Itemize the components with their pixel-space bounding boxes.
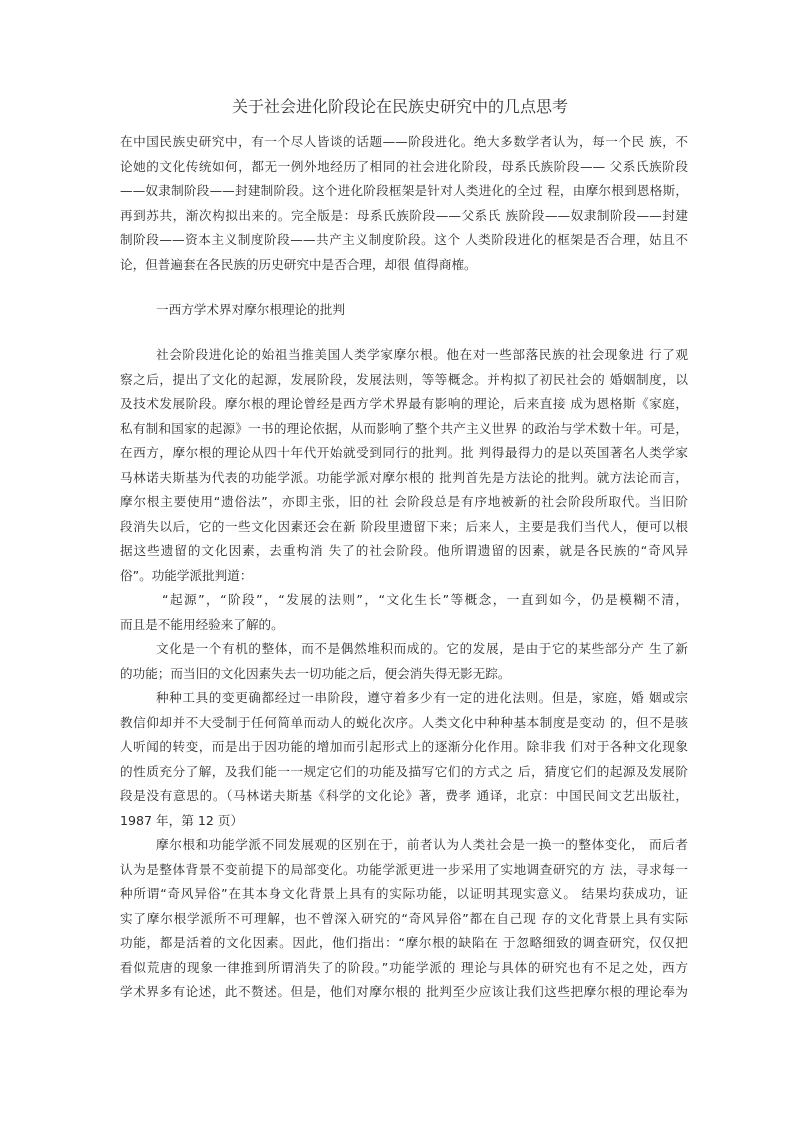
text-line: 文化是一个有机的整体，而不是偶然堆积而成的。它的发展，是由于它的某些部分产 生了新 bbox=[156, 641, 688, 656]
text-line: 的性质充分了解，及我们能一一规定它们的功能及描写它们的方式之 后，猜度它们的起源及发展阶 bbox=[120, 763, 688, 779]
section-heading: 一西方学术界对摩尔根理论的批判 bbox=[156, 302, 345, 317]
text-line: 在中国民族史研究中，有一个尽人皆谈的话题——阶段进化。绝大多数学者认为，每一个民 族，不 bbox=[120, 134, 688, 149]
text-line: 论，但普遍套在各民族的历史研究中是否合理，却很 值得商榷。 bbox=[120, 256, 477, 272]
text-line: 社会阶段进化论的始祖当推美国人类学家摩尔根。他在对一些部落民族的社会现象进 行了观 bbox=[156, 347, 688, 362]
text-line: 察之后，提出了文化的起源，发展阶段，发展法则，等等概念。并构拟了初民社会的 婚姻制度，以 bbox=[120, 371, 688, 387]
text-line: 在西方，摩尔根的理论从四十年代开始就受到同行的批判。批 判得最得力的是以英国著名人类学家 bbox=[120, 445, 688, 460]
text-line: 摩尔根和功能学派不同发展观的区别在于，前者认为人类社会是一换一的整体变化， 而后者 bbox=[156, 837, 688, 852]
text-line: 论她的文化传统如何，都无一例外地经历了相同的社会进化阶段，母系氏族阶段—— 父系氏族阶段 bbox=[120, 158, 688, 174]
text-line: 种所谓“奇风异俗”在其本身文化背景上具有的实际功能，以证明其现实意义。 结果均获成功，证 bbox=[120, 886, 688, 901]
quote-tools bbox=[120, 686, 688, 833]
quote-criticism bbox=[120, 588, 688, 637]
text-line: ——奴隶制阶段——封建制阶段。这个进化阶段框架是针对人类进化的全过 程，由摩尔根到恩格斯， bbox=[120, 183, 688, 198]
text-line: 俗”。功能学派批判道： bbox=[120, 567, 253, 583]
paragraph-intro bbox=[120, 130, 688, 277]
text-line: 认为是整体背景不变前提下的局部变化。功能学派更进一步采用了实地调查研究的方 法，寻求每一 bbox=[120, 861, 688, 877]
text-line: 及技术发展阶段。摩尔根的理论曾经是西方学术界最有影响的理论，后来直接 成为恩格斯《家庭， bbox=[120, 396, 688, 411]
text-line: 段消失以后，它的一些文化因素还会在新 阶段里遗留下来；后来人，主要是我们当代人，便可以根 bbox=[120, 518, 688, 534]
text-line: 1987 年，第 12 页） bbox=[120, 812, 244, 828]
text-line: 私有制和国家的起源》一书的理论依据，从而影响了整个共产主义世界 的政治与学术数十年。可是， bbox=[120, 420, 688, 436]
paragraph-differences bbox=[120, 833, 688, 1005]
text-line: 摩尔根主要使用“遗俗法”，亦即主张，旧的社 会阶段总是有序地被新的社会阶段所取代。当旧阶 bbox=[120, 494, 688, 509]
text-line: 马林诺夫斯基为代表的功能学派。功能学派对摩尔根的 批判首先是方法论的批判。就方法论而言， bbox=[120, 469, 688, 485]
text-line: 学术界多有论述，此不赘述。但是，他们对摩尔根的 批判至少应该让我们这些把摩尔根的理论奉为 bbox=[120, 984, 688, 999]
document-title: 关于社会进化阶段论在民族史研究中的几点思考 bbox=[231, 97, 568, 116]
text-line: “起源”，“阶段”，“发展的法则”，“文化生长”等概念，一直到如今，仍是模糊不清， bbox=[162, 592, 688, 607]
paragraph-morgan bbox=[120, 343, 688, 588]
text-line: 段是没有意思的。（马林诺夫斯基《科学的文化论》著，费孝 通译，北京：中国民间文艺出版社， bbox=[120, 788, 688, 803]
text-line: 制阶段——资本主义制度阶段——共产主义制度阶段。这个 人类阶段进化的框架是否合理，姑且不 bbox=[120, 232, 688, 247]
text-line: 人听闻的转变，而是出于因功能的增加而引起形式上的逐渐分化作用。除非我 们对于各种文化现象 bbox=[120, 739, 688, 754]
text-line: 看似荒唐的现象一律推到所谓消失了的阶段。”功能学派的 理论与具体的研究也有不足之处，西方 bbox=[120, 959, 688, 975]
text-line: 而且是不能用经验来了解的。 bbox=[120, 616, 284, 632]
text-line: 种种工具的变更确都经过一串阶段，遵守着多少有一定的进化法则。但是，家庭，婚 姻或宗 bbox=[156, 690, 688, 705]
text-line: 教信仰却并不大受制于任何简单而动人的蜕化次序。人类文化中种种基本制度是变动 的，但不是骇 bbox=[120, 714, 688, 730]
text-line: 功能，都是活着的文化因素。因此，他们指出：“摩尔根的缺陷在 于忽略细致的调查研究，仅仅把 bbox=[120, 935, 688, 950]
text-line: 再到苏共，渐次构拟出来的。完全版是：母系氏族阶段——父系氏 族阶段——奴隶制阶段——封建 bbox=[120, 207, 688, 223]
quote-culture-whole bbox=[120, 637, 688, 686]
text-line: 实了摩尔根学派所不可理解，也不曾深入研究的“奇风异俗”都在自己现 存的文化背景上具有实际 bbox=[120, 910, 688, 926]
text-line: 据这些遗留的文化因素，去重构消 失了的社会阶段。他所谓遗留的因素，就是各民族的“奇风异 bbox=[120, 543, 688, 558]
text-line: 的功能；而当旧的文化因素失去一切功能之后，便会消失得无影无踪。 bbox=[120, 665, 511, 681]
